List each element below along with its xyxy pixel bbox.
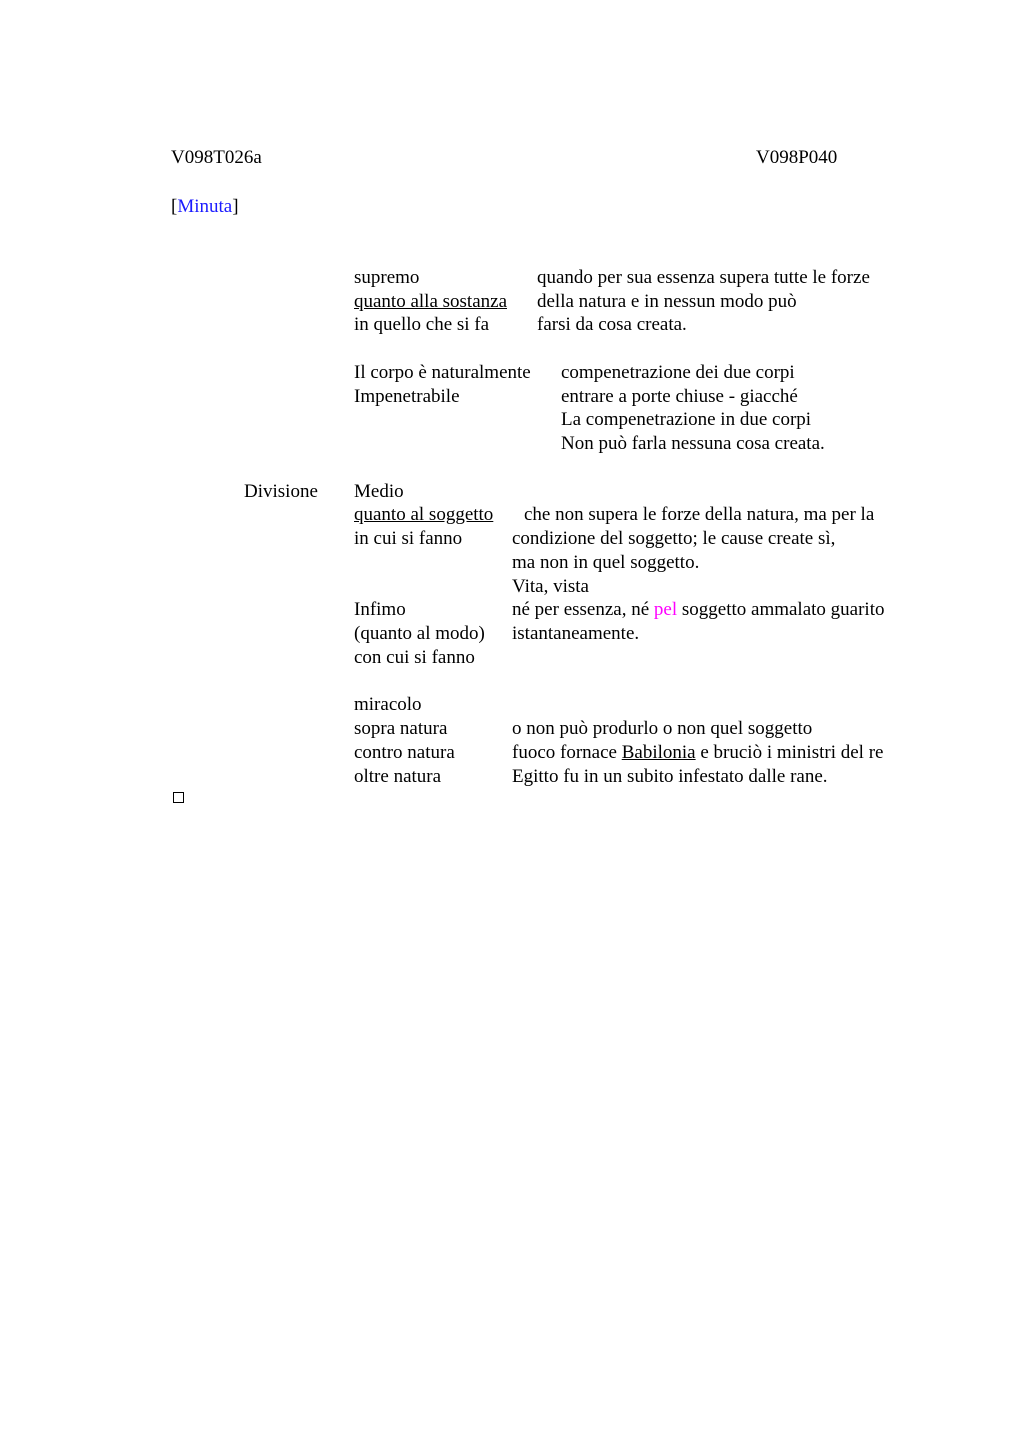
corpo-left-line-1: Il corpo è naturalmente (354, 362, 531, 383)
medio-left-line-1: Medio (354, 481, 404, 502)
miracolo-right-line-3: Egitto fu in un subito infestato dalle rane. (512, 766, 828, 787)
infimo-right-line-1 (512, 599, 885, 621)
supremo-left-line-1: supremo (354, 267, 420, 288)
infimo-right-text-pre: né per essenza, né (512, 599, 654, 620)
divisione-label: Divisione (244, 481, 318, 502)
miracolo-right-line-1: o non può produrlo o non quel soggetto (512, 718, 813, 739)
minuta-label: Minuta (177, 196, 233, 217)
miracolo-right-line-2 (512, 742, 883, 764)
babilonia-underlined: Babilonia (621, 742, 696, 763)
miracolo-right-text-pre: fuoco fornace (512, 742, 622, 763)
minuta-tag (171, 196, 239, 218)
medio-right-line-3: ma non in quel soggetto. (512, 552, 700, 573)
corpo-right-line-1: compenetrazione dei due corpi (561, 362, 795, 383)
miracolo-left-line-1: miracolo (354, 694, 422, 715)
infimo-left-line-3: con cui si fanno (354, 647, 475, 668)
miracolo-right-text-post: e bruciò i ministri del re (695, 742, 884, 763)
infimo-left-line-2: (quanto al modo) (354, 623, 485, 644)
corpo-right-line-2: entrare a porte chiuse - giacché (561, 386, 798, 407)
supremo-left-line-2: quanto alla sostanza (354, 291, 508, 312)
medio-right-line-4: Vita, vista (512, 576, 589, 597)
corpo-left-line-2: Impenetrabile (354, 386, 460, 407)
miracolo-left-line-3: contro natura (354, 742, 455, 763)
supremo-right-line-2: della natura e in nessun modo può (537, 291, 797, 312)
medio-left-line-2: quanto al soggetto (354, 504, 494, 525)
corpo-right-line-4: Non può farla nessuna cosa creata. (561, 433, 825, 454)
document-id-left: V098T026a (171, 147, 262, 168)
supremo-right-line-1: quando per sua essenza supera tutte le forze (537, 267, 870, 288)
infimo-right-line-2: istantaneamente. (512, 623, 640, 644)
bracket-open: [ (171, 196, 178, 217)
medio-left-line-3: in cui si fanno (354, 528, 463, 549)
corpo-right-line-3: La compenetrazione in due corpi (561, 409, 812, 430)
medio-right-line-1: che non supera le forze della natura, ma per la (524, 504, 875, 525)
pel-highlight: pel (653, 599, 678, 620)
miracolo-left-line-4: oltre natura (354, 766, 442, 787)
infimo-right-text-post: soggetto ammalato guarito (677, 599, 885, 620)
document-id-right: V098P040 (756, 147, 838, 168)
miracolo-left-line-2: sopra natura (354, 718, 448, 739)
medio-right-line-2: condizione del soggetto; le cause create sì, (512, 528, 836, 549)
end-marker-box-icon (173, 792, 184, 803)
infimo-left-line-1: Infimo (354, 599, 406, 620)
supremo-left-line-3: in quello che si fa (354, 314, 490, 335)
supremo-right-line-3: farsi da cosa creata. (537, 314, 687, 335)
bracket-close: ] (232, 196, 239, 217)
